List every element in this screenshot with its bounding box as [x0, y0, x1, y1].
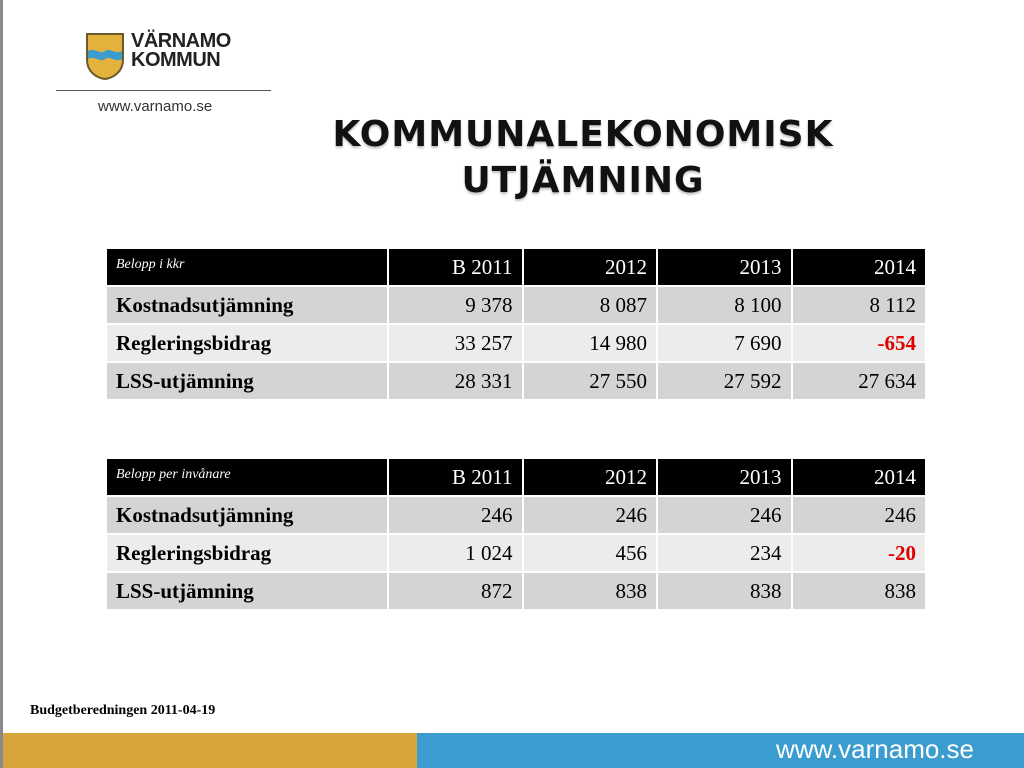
table-cell: 246: [792, 496, 927, 534]
table-header-row: [106, 458, 926, 496]
table-row: [106, 362, 926, 400]
column-header: 2014: [792, 458, 927, 496]
table-cell: 14 980: [523, 324, 658, 362]
table-cell: 872: [388, 572, 523, 610]
column-header: B 2011: [388, 458, 523, 496]
table-cell: 27 592: [657, 362, 792, 400]
municipality-logo: [85, 32, 231, 80]
table-header-row: [106, 248, 926, 286]
table-cell: 8 087: [523, 286, 658, 324]
table-cell: 246: [657, 496, 792, 534]
table-row: [106, 324, 926, 362]
column-header: 2013: [657, 248, 792, 286]
table-cell-negative: -654: [792, 324, 927, 362]
logo-url: www.varnamo.se: [98, 98, 213, 115]
table-cell: 8 100: [657, 286, 792, 324]
column-header: 2014: [792, 248, 927, 286]
table-cell: 246: [523, 496, 658, 534]
logo-wordmark: [131, 32, 231, 70]
row-label: LSS-utjämning: [106, 572, 388, 610]
row-label: Kostnadsutjämning: [106, 496, 388, 534]
table-cell: 234: [657, 534, 792, 572]
table-amount-kkr: [105, 247, 927, 401]
title-line-1: KOMMUNALEKONOMISK: [332, 114, 834, 155]
column-header: 2012: [523, 458, 658, 496]
table-cell: 246: [388, 496, 523, 534]
logo-divider: [56, 90, 271, 91]
unit-label: Belopp per invånare: [106, 458, 388, 496]
title-line-2: UTJÄMNING: [461, 160, 705, 201]
table-cell: 27 634: [792, 362, 927, 400]
table-amount-per-resident: [105, 457, 927, 611]
table-cell: 27 550: [523, 362, 658, 400]
row-label: Kostnadsutjämning: [106, 286, 388, 324]
table-cell: 838: [792, 572, 927, 610]
logo-line-2: KOMMUN: [131, 49, 221, 71]
coat-of-arms-icon: [85, 32, 125, 80]
unit-label: Belopp i kkr: [106, 248, 388, 286]
column-header: 2013: [657, 458, 792, 496]
footer-url: www.varnamo.se: [776, 734, 974, 764]
table-cell: 7 690: [657, 324, 792, 362]
row-label: Regleringsbidrag: [106, 324, 388, 362]
table-row: [106, 496, 926, 534]
slide-title: [303, 112, 863, 204]
table-cell-negative: -20: [792, 534, 927, 572]
logo-line-1: VÄRNAMO: [131, 30, 231, 52]
table-row: [106, 534, 926, 572]
column-header: B 2011: [388, 248, 523, 286]
row-label: LSS-utjämning: [106, 362, 388, 400]
row-label: Regleringsbidrag: [106, 534, 388, 572]
column-header: 2012: [523, 248, 658, 286]
table-cell: 9 378: [388, 286, 523, 324]
table-row: [106, 572, 926, 610]
table-row: [106, 286, 926, 324]
table-cell: 8 112: [792, 286, 927, 324]
table-cell: 456: [523, 534, 658, 572]
footer-bar-gold: [3, 733, 417, 768]
table-cell: 28 331: [388, 362, 523, 400]
table-cell: 838: [523, 572, 658, 610]
footer-note: Budgetberedningen 2011-04-19: [30, 703, 216, 718]
table-cell: 33 257: [388, 324, 523, 362]
table-cell: 838: [657, 572, 792, 610]
table-cell: 1 024: [388, 534, 523, 572]
